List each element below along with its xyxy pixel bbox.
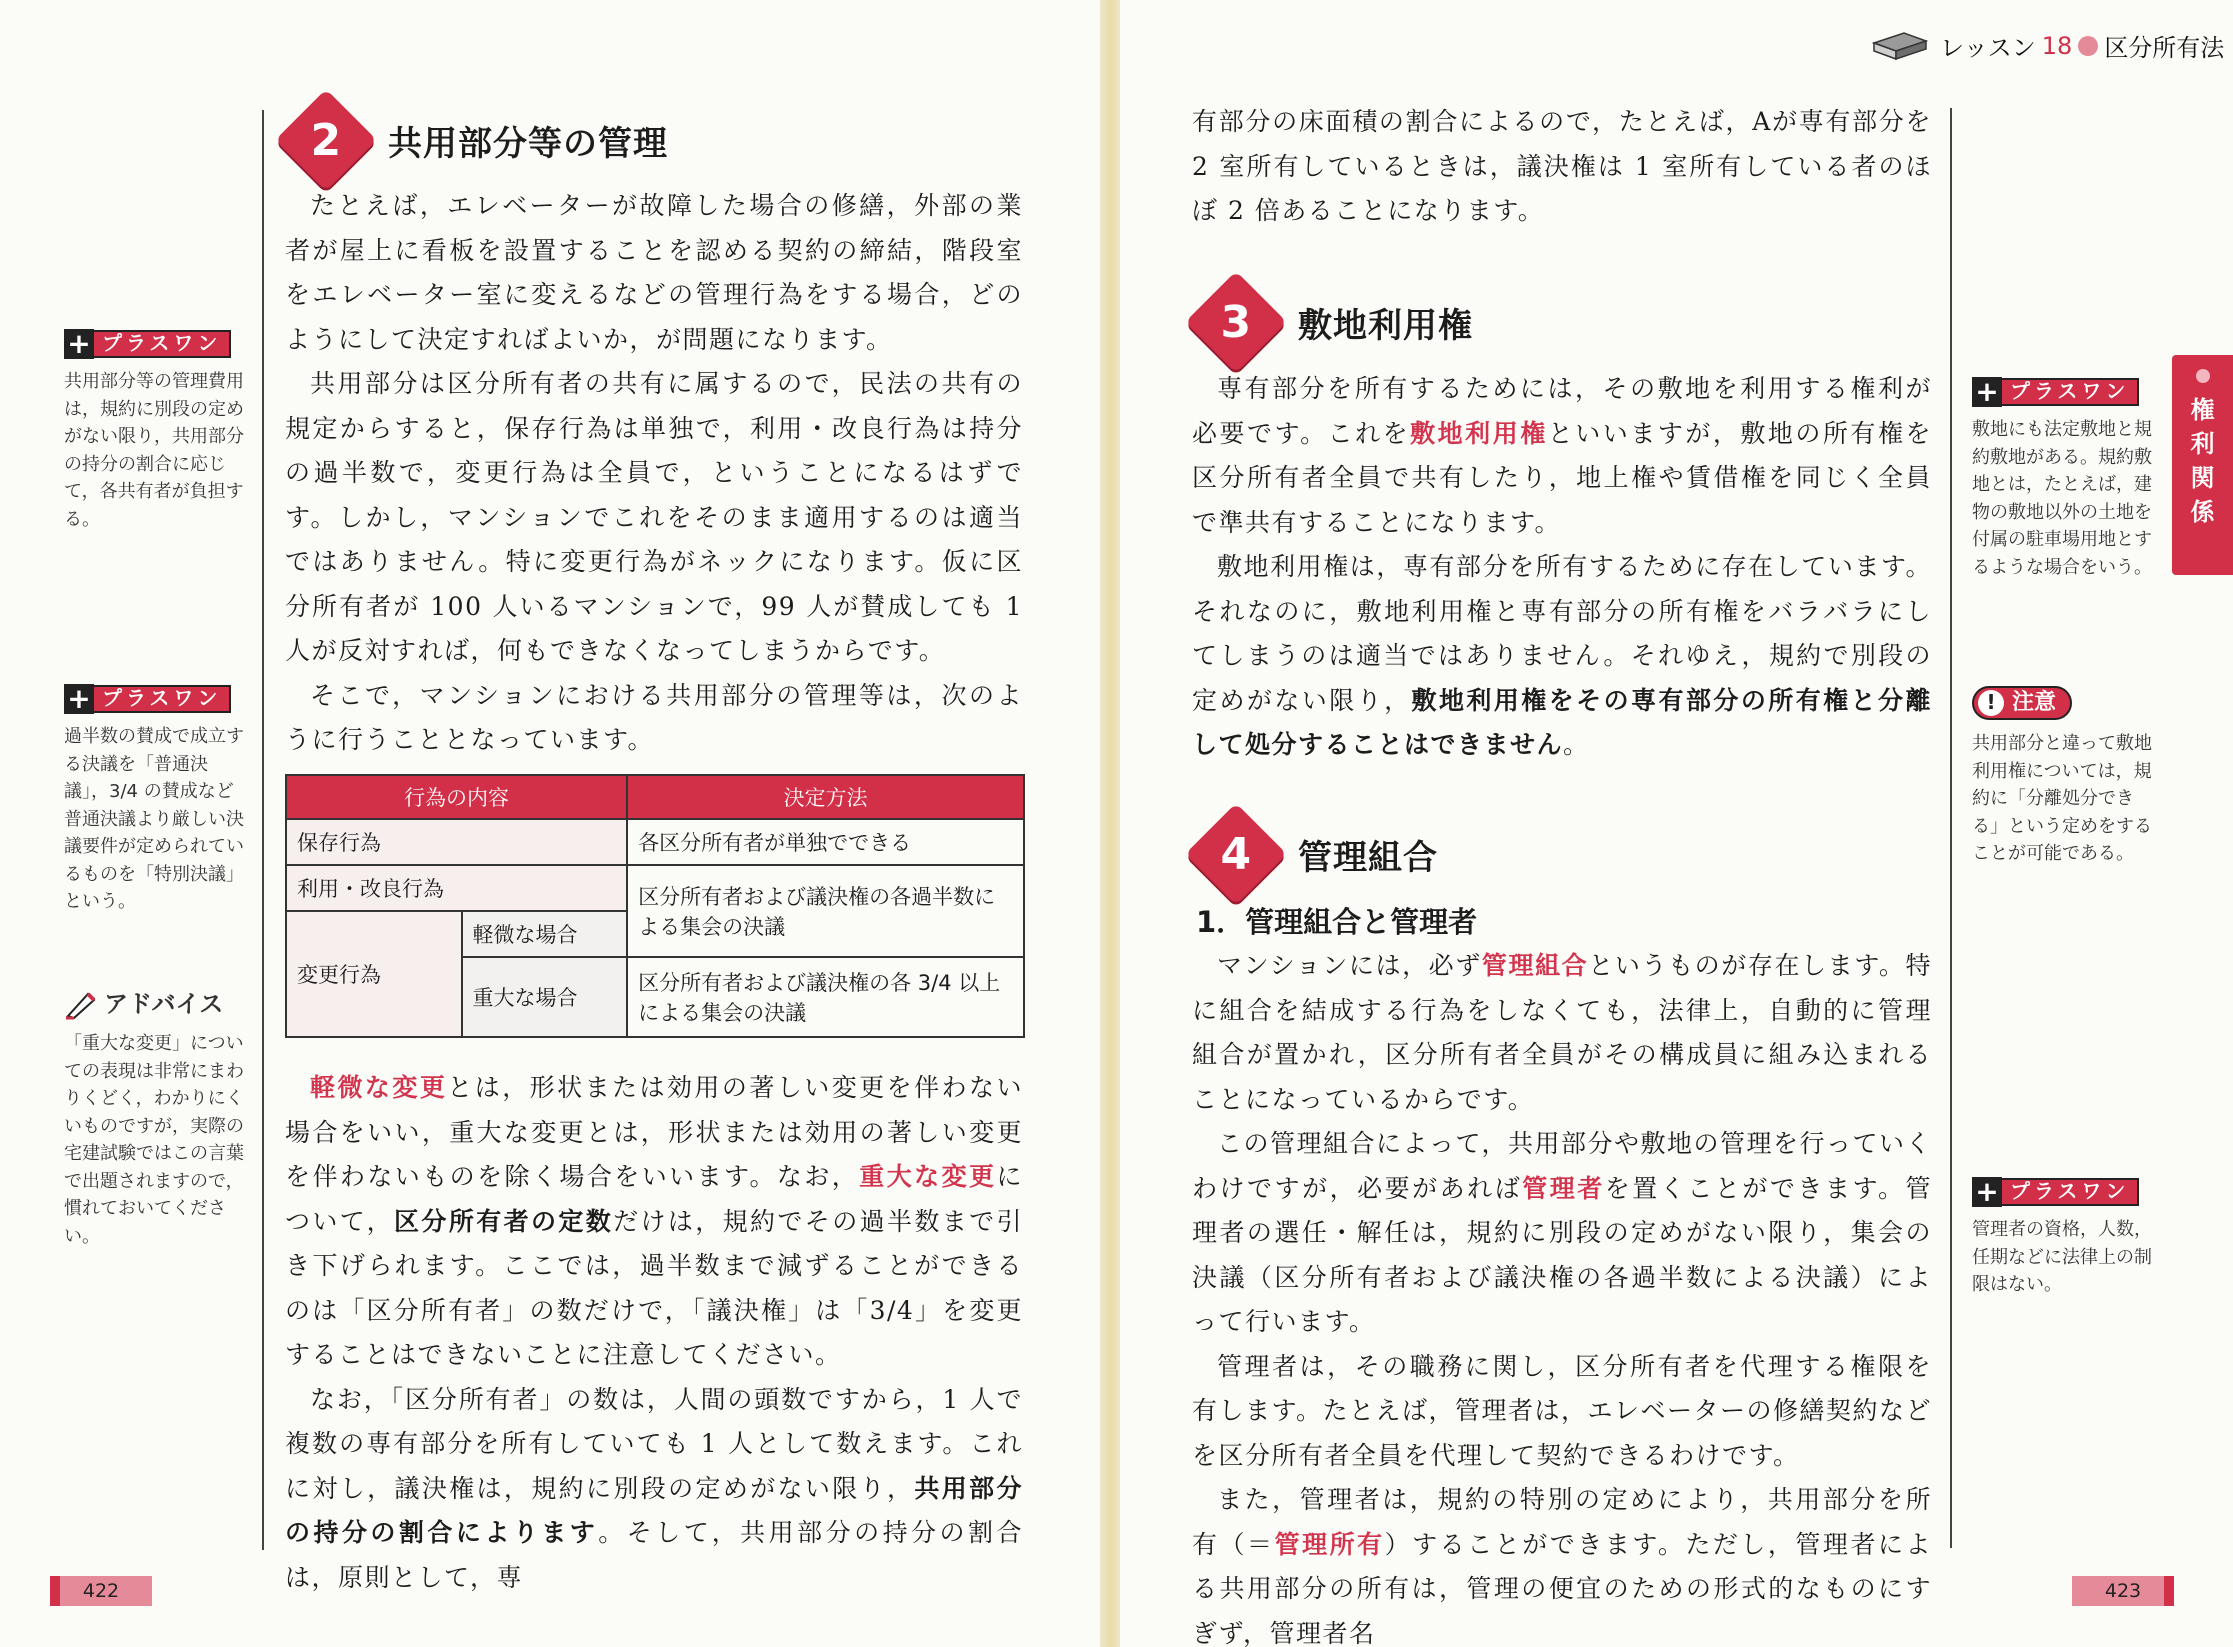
section-4-body (1192, 944, 1932, 1647)
text: 。 (1563, 730, 1590, 759)
paragraph (1192, 1122, 1932, 1345)
table-header-action: 行為の内容 (286, 775, 627, 819)
highlight-term: 軽微な変更 (310, 1073, 448, 1102)
text: とは，形状または効用の著しい変更を伴わない場合をいい，重大な変更とは，形状または効用の著しい変更を伴わないものを除く場合をいいます。なお， (285, 1073, 1023, 1191)
tab-char: 権 (2190, 396, 2215, 424)
paragraph (285, 1066, 1023, 1378)
left-body-top (285, 184, 1023, 763)
section-title: 管理組合 (1298, 837, 1438, 878)
table-cell-action: 保存行為 (286, 819, 627, 865)
chapter-tab (2172, 355, 2233, 575)
plusone-badge (64, 683, 231, 715)
tab-char: 係 (2190, 498, 2215, 526)
table-cell-method: 区分所有者および議決権の各 3/4 以上による集会の決議 (627, 957, 1024, 1037)
highlight-term: 敷地利用権 (1410, 418, 1548, 448)
paragraph: 有部分の床面積の割合によるので，たとえば，Aが専有部分を 2 室所有しているときは，議決権は 1 室所有している者のほぼ 2 倍あることになります。 (1192, 107, 1932, 225)
paragraph (285, 1378, 1023, 1601)
section-number-badge: 2 (275, 89, 377, 191)
bold-term: 共用部分の持分の割合によります (285, 1473, 1023, 1547)
section-title: 共用部分等の管理 (388, 123, 668, 164)
side-note-text: 「重大な変更」についての表現は非常にまわりくどく，わかりにくいものですが，実際の宅建試験ではこの言葉で出題されますので，慣れておいてください。 (64, 1033, 244, 1247)
plus-icon: + (64, 684, 94, 714)
paragraph (1192, 367, 1932, 545)
side-note-text: 過半数の賛成で成立する決議を「普通決議」，3/4 の賛成など普通決議より厳しい決議要件が定められているものを「特別決議」という。 (64, 726, 244, 912)
text: 敷地利用権は，専有部分を所有するために存在しています。それなのに，敷地利用権と専有部分の所有権をバラバラにしてしまうのは適当ではありません。それゆえ，規約で別段の定めがない限り， (1192, 552, 1932, 715)
advice-label (64, 990, 246, 1020)
section-number-badge: 3 (1185, 271, 1287, 373)
advice-text-label: アドバイス (104, 990, 224, 1019)
table-cell-sub: 重大な場合 (462, 957, 628, 1037)
caution-badge (1972, 686, 2072, 720)
paragraph (1192, 545, 1932, 768)
text: なお，「区分所有者」の数は，人間の頭数ですから，1 人で複数の専有部分を所有していても 1 人として数えます。これに対し，議決権は，規約に別段の定めがない限り， (285, 1384, 1023, 1503)
table-cell-sub: 軽微な場合 (462, 911, 628, 957)
paragraph: 共用部分は区分所有者の共有に属するので，民法の共有の規定からすると，保存行為は単独で，利用・改良行為は持分の過半数で，変更行為は全員で，ということになるはずです。しかし，マンションでこれをそのまま適用するのは適当ではありません。特に変更行為がネックになります。仮に区分所有者が 100 人いるマンションで，99 人が賛成しても 1 人が反対すれば，何もできなくなってしまうからです。 (285, 369, 1023, 665)
side-note-text: 敷地にも法定敷地と規約敷地がある。規約敷地とは，たとえば，建物の敷地以外の土地を付属の駐車場用地とするような場合をいう。 (1972, 419, 2152, 578)
badge-label: プラスワン (2002, 1178, 2139, 1206)
tab-char: 関 (2190, 464, 2215, 492)
text: ）することができます。ただし，管理者による共用部分の所有は，管理の便宜のための形式的なものにすぎず，管理者名 (1192, 1529, 1932, 1647)
table-cell-action: 利用・改良行為 (286, 865, 627, 911)
badge-label: プラスワン (94, 685, 231, 713)
section-2-heading (290, 104, 668, 176)
plusone-badge (64, 328, 231, 360)
text: だけは，規約でその過半数まで引き下げられます。ここでは，過半数まで減ずることができるのは「区分所有者」の数だけで，「議決権」は「3/4」を変更することはできないことに注意してください。 (285, 1206, 1023, 1369)
text: について， (285, 1162, 1023, 1236)
plus-icon: + (64, 329, 94, 359)
plus-icon: + (1972, 377, 2002, 407)
paragraph: そこで，マンションにおける共用部分の管理等は，次のように行うこととなっています。 (285, 680, 1023, 754)
table-cell-method: 各区分所有者が単独でできる (627, 819, 1024, 865)
highlight-term: 重大な変更 (859, 1162, 997, 1191)
side-note-text: 共用部分等の管理費用は，規約に別段の定めがない限り，共用部分の持分の割合に応じて，各共有者が負担する。 (64, 371, 244, 530)
text: 専有部分を所有するためには，その敷地を利用する権利が必要です。これを (1192, 374, 1932, 448)
side-note-plusone-3 (1972, 376, 2152, 581)
plusone-badge (1972, 376, 2139, 408)
decision-table (285, 774, 1025, 1038)
page-number: 422 (50, 1576, 152, 1606)
caution-label: 注意 (2012, 690, 2057, 716)
badge-label: プラスワン (2002, 378, 2139, 406)
chapter-title: 区分所有法 (2104, 34, 2225, 62)
side-note-plusone-2 (64, 683, 246, 916)
side-note-caution (1972, 686, 2152, 868)
plus-icon: + (1972, 1177, 2002, 1207)
table-cell-action: 変更行為 (286, 911, 462, 1037)
page-number: 423 (2072, 1576, 2174, 1606)
lesson-number: 18 (2041, 31, 2073, 60)
lesson-label: レッスン (1940, 34, 2036, 62)
side-note-text: 共用部分と違って敷地利用権については，規約に「分離処分できる」という定めをすることが可能である。 (1972, 733, 2152, 864)
bold-term: 区分所有者の定数 (394, 1206, 614, 1236)
tab-char: 利 (2190, 430, 2215, 458)
book-icon (1870, 29, 1930, 63)
running-header (1870, 28, 2224, 63)
section-3-heading (1200, 286, 1473, 358)
plusone-badge (1972, 1176, 2139, 1208)
paragraph: たとえば，エレベーターが故障した場合の修繕，外部の業者が屋上に看板を設置することを認める契約の締結，階段室をエレベーター室に変えるなどの管理行為をする場合，どのようにして決定すればよいか，が問題になります。 (285, 191, 1023, 354)
text: を置くことができます。管理者の選任・解任は，規約に別段の定めがない限り，集会の決議（区分所有者および議決権の各過半数による決議）によって行います。 (1192, 1173, 1932, 1336)
right-body-continuation (1192, 100, 1932, 234)
right-page (1120, 0, 2233, 1647)
folio-accent (2164, 1576, 2174, 1606)
text: マンションには，必ず (1217, 951, 1482, 980)
tab-dot (2196, 369, 2210, 383)
section-3-body (1192, 367, 1932, 768)
margin-rule (1950, 108, 1952, 1548)
side-note-plusone-1 (64, 328, 246, 533)
text: というものが存在します。特に組合を結成する行為をしなくても，法律上，自動的に管理組合が置かれ，区分所有者全員がその構成員に組み込まれることになっているからです。 (1192, 951, 1932, 1114)
highlight-term: 管理者 (1522, 1173, 1605, 1203)
side-note-text: 管理者の資格，人数，任期などに法律上の制限はない。 (1972, 1219, 2152, 1295)
bold-term: 敷地利用権をその専有部分の所有権と分離して処分することはできません (1192, 685, 1932, 759)
paragraph (1192, 1478, 1932, 1647)
pencil-icon (64, 990, 98, 1020)
paragraph: 管理者は，その職務に関し，区分所有者を代理する権限を有します。たとえば，管理者は，エレベーターの修繕契約などを区分所有者全員を代理して契約できるわけです。 (1192, 1351, 1933, 1470)
table-header-method: 決定方法 (627, 775, 1024, 819)
text: また，管理者は，規約の特別の定めにより，共用部分を所有（＝ (1192, 1485, 1932, 1559)
header-dot (2078, 36, 2098, 56)
exclamation-icon: ! (1978, 690, 2004, 716)
text: といいますが，敷地の所有権を区分所有者全員で共有したり，地上権や賃借権を同じく全員で準共有することになります。 (1192, 418, 1932, 537)
side-note-plusone-4 (1972, 1176, 2152, 1299)
highlight-term: 管理組合 (1481, 951, 1589, 980)
text: 。そして，共用部分の持分の割合は，原則として，専 (285, 1518, 1023, 1592)
badge-label: プラスワン (94, 330, 231, 358)
side-note-advice (64, 990, 246, 1250)
margin-rule (262, 110, 264, 1550)
section-title: 敷地利用権 (1298, 305, 1473, 346)
text: この管理組合によって，共用部分や敷地の管理を行っていくわけですが，必要があれば (1192, 1129, 1933, 1203)
folio-accent (50, 1576, 60, 1606)
left-body-bottom (285, 1066, 1023, 1600)
table-cell-method: 区分所有者および議決権の各過半数による集会の決議 (627, 865, 1024, 957)
highlight-term: 管理所有 (1274, 1529, 1385, 1559)
subsection-heading: 1．管理組合と管理者 (1196, 905, 1478, 939)
paragraph (1192, 944, 1932, 1122)
section-4-heading (1200, 818, 1438, 890)
left-page (0, 0, 1100, 1647)
section-number-badge: 4 (1185, 803, 1287, 905)
